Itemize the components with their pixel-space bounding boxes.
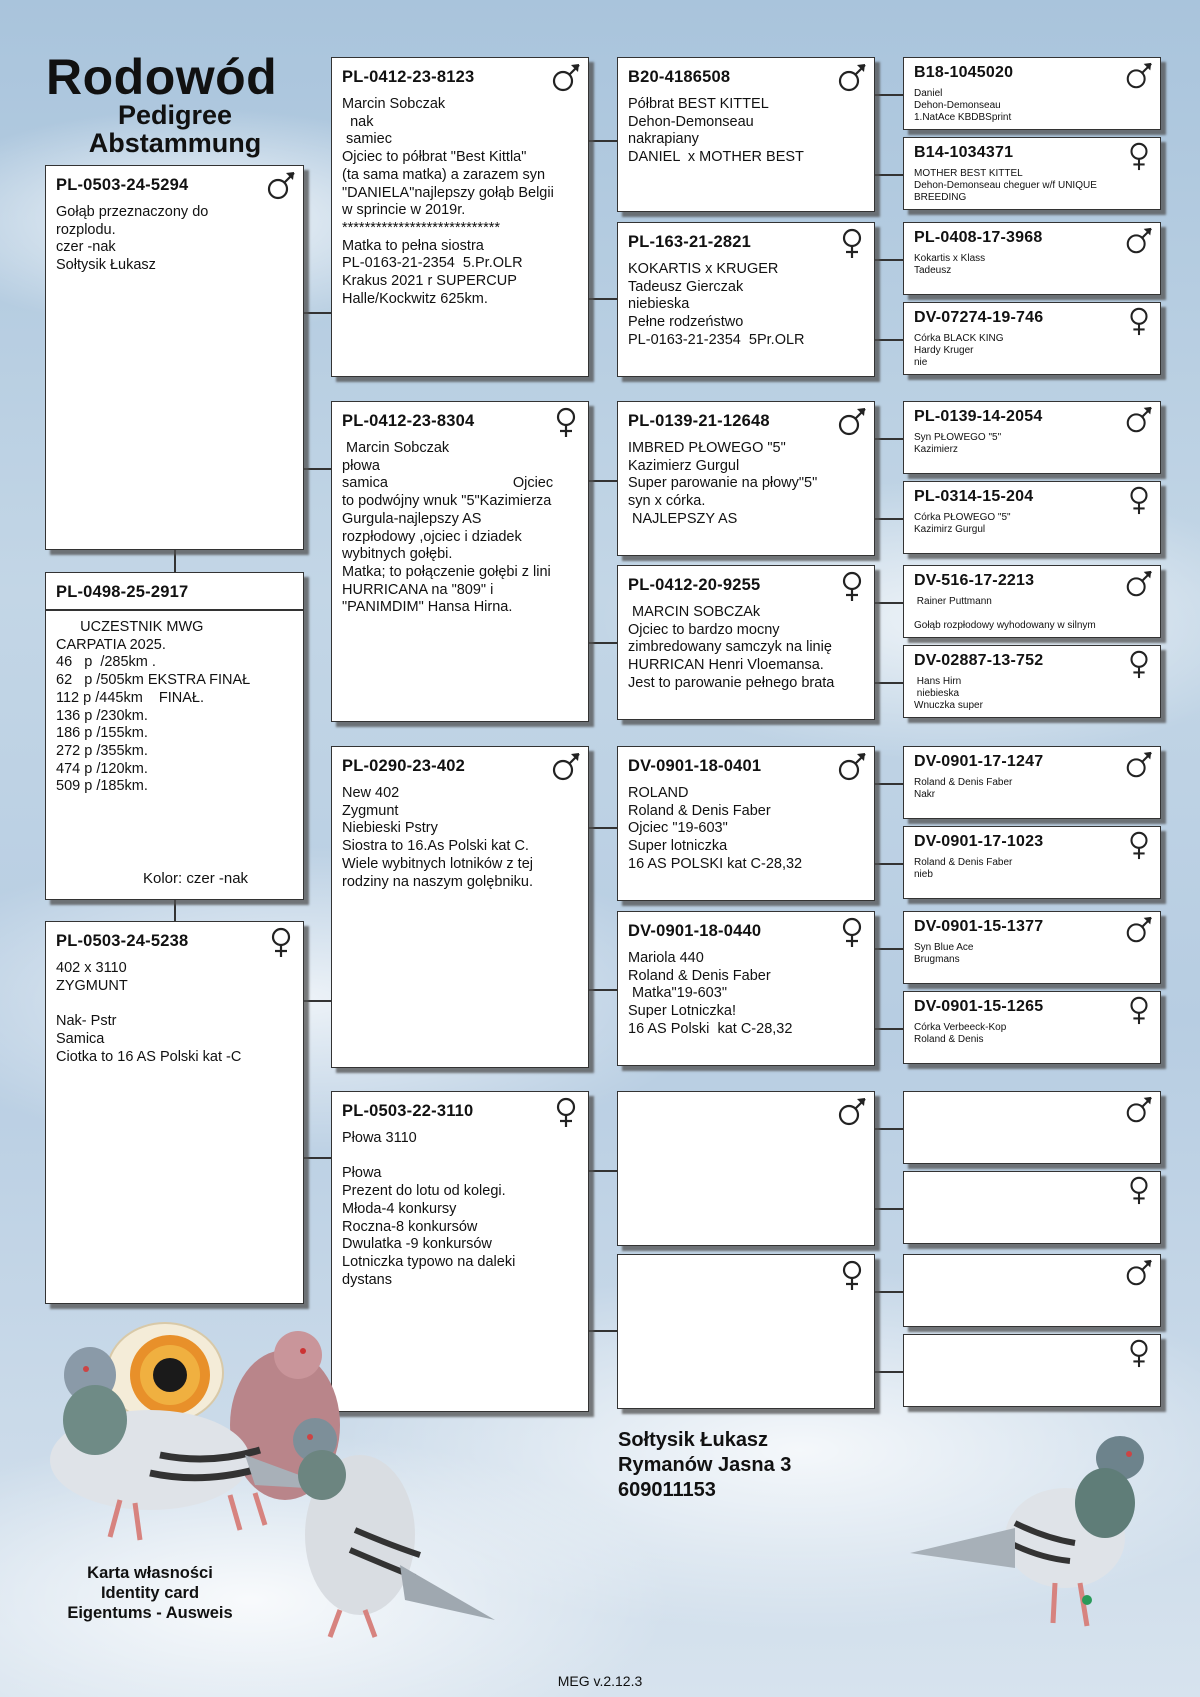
great-grandparent-card[interactable]	[903, 222, 1161, 295]
connector-line	[874, 174, 904, 176]
connector-line	[874, 1208, 904, 1210]
identity-card-de: Eigentums - Ausweis	[67, 1604, 233, 1622]
main-bird-ring: PL-0503-24-5294	[56, 176, 189, 194]
ring-number: DV-0901-18-0440	[628, 922, 762, 940]
bird-notes: IMBRED PŁOWEGO "5" Kazimierz Gurgul Super parowanie na płowy"5" syn x córka. NAJLEPSZY AS	[628, 440, 818, 527]
bird-notes: Hans Hirn niebieska Wnuczka super	[914, 676, 983, 711]
great-grandparent-card[interactable]	[903, 302, 1161, 375]
pigeon-standing-illustration	[280, 1405, 500, 1645]
pigeon-right-illustration	[905, 1428, 1165, 1648]
grandparent-card[interactable]	[617, 222, 875, 377]
connector-line	[874, 783, 904, 785]
mate-parent-card-sire[interactable]	[331, 746, 589, 1068]
female-symbol-icon	[1124, 485, 1154, 515]
male-symbol-icon	[550, 751, 582, 783]
ring-number: DV-0901-18-0401	[628, 757, 762, 775]
male-symbol-icon	[1124, 1258, 1154, 1288]
connector-line	[303, 312, 332, 314]
ring-number: PL-0412-20-9255	[628, 576, 761, 594]
main-bird-notes: Gołąb przeznaczony do rozplodu. czer -nak Sołtysik Łukasz	[56, 204, 209, 274]
female-symbol-icon	[265, 926, 297, 958]
bird-notes: Marcin Sobczak nak samiec Ojciec to półbrat "Best Kittla" (ta sama matka) a zarazem syn "DANIELA"najlepszy gołąb Belgii w sprincie w 2019r. **************************** Matka to pełna siostra PL-0163-21-2354 5.Pr.OLR Krakus 2021 r SUPERCUP Halle/Kockwitz 625km.	[342, 96, 554, 307]
bird-notes: Roland & Denis Faber Nakr	[914, 777, 1013, 800]
great-grandparent-card[interactable]	[903, 911, 1161, 984]
connector-line	[588, 1330, 618, 1332]
male-symbol-icon	[836, 751, 868, 783]
male-symbol-icon	[836, 406, 868, 438]
connector-line	[174, 898, 176, 923]
great-grandparent-card[interactable]	[903, 991, 1161, 1064]
bird-notes: KOKARTIS x KRUGER Tadeusz Gierczak niebieska Pełne rodzeństwo PL-0163-21-2354 5Pr.OLR	[628, 261, 805, 348]
bird-notes: Roland & Denis Faber nieb	[914, 857, 1013, 880]
great-grandparent-card[interactable]	[903, 481, 1161, 554]
version-label: MEG v.2.12.3	[557, 1673, 643, 1689]
page-title: Rodowód	[46, 49, 278, 105]
ring-number: DV-0901-15-1265	[914, 998, 1044, 1015]
bird-notes: Córka Verbeeck-Kop Roland & Denis	[914, 1022, 1007, 1045]
connector-line	[174, 548, 176, 574]
great-grandparent-card[interactable]	[903, 826, 1161, 899]
connector-line	[303, 1157, 332, 1159]
grandparent-card[interactable]	[617, 1254, 875, 1409]
bird-notes: Daniel Dehon-Demonseau 1.NatAce KBDBSprint	[914, 88, 1012, 123]
ring-number: B18-1045020	[914, 64, 1014, 81]
bird-notes: MOTHER BEST KITTEL Dehon-Demonseau cheguer w/f UNIQUE BREEDING	[914, 168, 1097, 203]
sibling-color: Kolor: czer -nak	[143, 870, 249, 887]
ring-number: PL-0412-23-8123	[342, 68, 475, 86]
female-symbol-icon	[836, 227, 868, 259]
connector-line	[874, 259, 904, 261]
bird-notes: ROLAND Roland & Denis Faber Ojciec "19-603" Super lotniczka 16 AS POLSKI kat C-28,32	[628, 785, 803, 872]
grandparent-card[interactable]	[617, 746, 875, 901]
connector-line	[874, 602, 904, 604]
great-grandparent-card[interactable]	[903, 645, 1161, 718]
connector-line	[874, 339, 904, 341]
parent-card-dam[interactable]	[331, 401, 589, 722]
ring-number: B20-4186508	[628, 68, 731, 86]
great-grandparent-card[interactable]	[903, 1091, 1161, 1164]
ring-number: PL-0408-17-3968	[914, 229, 1043, 246]
bird-notes: New 402 Zygmunt Niebieski Pstry Siostra to 16.As Polski kat C. Wiele wybitnych lotników z tej rodziny na naszym golębniku.	[342, 785, 534, 890]
connector-line	[588, 140, 618, 142]
bird-notes: Syn PŁOWEGO "5" Kazimierz	[914, 432, 1002, 455]
female-symbol-icon	[550, 1096, 582, 1128]
ring-number: B14-1034371	[914, 144, 1014, 161]
connector-line	[303, 468, 332, 470]
bird-notes: Rainer Puttmann Gołąb rozpłodowy wyhodowany w silnym	[914, 596, 1096, 631]
connector-line	[303, 1000, 332, 1002]
connector-line	[588, 642, 618, 644]
female-symbol-icon	[836, 916, 868, 948]
female-symbol-icon	[1124, 141, 1154, 171]
female-symbol-icon	[1124, 995, 1154, 1025]
owner-address: Rymanów Jasna 3	[618, 1454, 792, 1476]
ring-number: PL-163-21-2821	[628, 233, 751, 251]
ring-number: DV-0901-17-1247	[914, 753, 1044, 770]
grandparent-card[interactable]	[617, 1091, 875, 1246]
page-subtitle-en: Pedigree	[117, 100, 233, 130]
identity-card-en: Identity card	[100, 1584, 200, 1602]
bird-notes: Półbrat BEST KITTEL Dehon-Demonseau nakrapiany DANIEL x MOTHER BEST	[628, 96, 804, 166]
owner-name: Sołtysik Łukasz	[618, 1429, 769, 1451]
female-symbol-icon	[836, 570, 868, 602]
female-symbol-icon	[1124, 649, 1154, 679]
connector-line	[588, 298, 618, 300]
male-symbol-icon	[1124, 61, 1154, 91]
great-grandparent-card[interactable]	[903, 57, 1161, 130]
great-grandparent-card[interactable]	[903, 1254, 1161, 1327]
sibling-notes: UCZESTNIK MWG CARPATIA 2025. 46 p /285km . 62 p /505km EKSTRA FINAŁ 112 p /445km FINAŁ. 136 p /230km. 186 p /155km. 272 p /355km. 474 p /120km. 509 p /185km.	[56, 619, 251, 795]
main-bird-card[interactable]	[45, 165, 304, 550]
ring-number: DV-516-17-2213	[914, 572, 1035, 589]
connector-line	[874, 1371, 904, 1373]
bird-notes: Płowa 3110 Płowa Prezent do lotu od kolegi. Młoda-4 konkursy Roczna-8 konkursów Dwulatka -9 konkursów Lotniczka typowo na daleki dystans	[342, 1130, 516, 1288]
connector-line	[874, 682, 904, 684]
ring-number: PL-0412-23-8304	[342, 412, 475, 430]
great-grandparent-card[interactable]	[903, 1334, 1161, 1407]
grandparent-card[interactable]	[617, 401, 875, 556]
connector-line	[874, 863, 904, 865]
owner-phone: 609011153	[618, 1479, 716, 1501]
male-symbol-icon	[836, 62, 868, 94]
male-symbol-icon	[1124, 405, 1154, 435]
male-symbol-icon	[1124, 226, 1154, 256]
bird-notes: Córka PŁOWEGO "5" Kazimirz Gurgul	[914, 512, 1011, 535]
connector-line	[588, 989, 618, 991]
mate-ring: PL-0503-24-5238	[56, 932, 189, 950]
ring-number: PL-0290-23-402	[342, 757, 465, 775]
connector-line	[874, 1128, 904, 1130]
bird-notes: Mariola 440 Roland & Denis Faber Matka"19-603" Super Lotniczka! 16 AS Polski kat C-28,32	[628, 950, 793, 1037]
sibling-card[interactable]	[45, 572, 304, 900]
ring-number: PL-0139-21-12648	[628, 412, 770, 430]
connector-line	[588, 827, 618, 829]
great-grandparent-card[interactable]	[903, 137, 1161, 210]
bird-notes: Marcin Sobczak płowa samica Ojciec to podwójny wnuk "5"Kazimierza Gurgula-najlepszy AS rozpłodowy ,ojciec i dziadek wybitnych gołębi. Matka; to połączenie gołębi z lini HURRICANA na "809" i "PANIMDIM" Hansa Hirna.	[342, 440, 554, 616]
bird-notes: Córka BLACK KING Hardy Kruger nie	[914, 333, 1004, 368]
page-subtitle-de: Abstammung	[88, 128, 262, 158]
grandparent-card[interactable]	[617, 565, 875, 720]
great-grandparent-card[interactable]	[903, 401, 1161, 474]
sibling-ring: PL-0498-25-2917	[56, 583, 189, 601]
mate-notes: 402 x 3110 ZYGMUNT Nak- Pstr Samica Ciotka to 16 AS Polski kat -C	[56, 960, 242, 1065]
connector-line	[588, 480, 618, 482]
great-grandparent-card[interactable]	[903, 565, 1161, 638]
ring-number: PL-0314-15-204	[914, 488, 1034, 505]
ring-number: DV-0901-17-1023	[914, 833, 1044, 850]
connector-line	[874, 438, 904, 440]
great-grandparent-card[interactable]	[903, 1171, 1161, 1244]
connector-line	[874, 94, 904, 96]
bird-notes: MARCIN SOBCZAk Ojciec to bardzo mocny zimbredowany samczyk na linię HURRICAN Henri Vloemansa. Jest to parowanie pełnego brata	[628, 604, 835, 691]
connector-line	[588, 1170, 618, 1172]
male-symbol-icon	[265, 170, 297, 202]
parent-card-sire[interactable]	[331, 57, 589, 377]
mate-parent-card-dam[interactable]	[331, 1091, 589, 1412]
ring-number: DV-0901-15-1377	[914, 918, 1044, 935]
female-symbol-icon	[1124, 306, 1154, 336]
male-symbol-icon	[1124, 750, 1154, 780]
ring-number: DV-02887-13-752	[914, 652, 1044, 669]
ring-number: DV-07274-19-746	[914, 309, 1044, 326]
connector-line	[874, 948, 904, 950]
ring-number: PL-0139-14-2054	[914, 408, 1043, 425]
mate-card[interactable]	[45, 921, 304, 1304]
female-symbol-icon	[1124, 830, 1154, 860]
grandparent-card[interactable]	[617, 57, 875, 212]
female-symbol-icon	[836, 1259, 868, 1291]
male-symbol-icon	[836, 1096, 868, 1128]
identity-card-pl: Karta własności	[87, 1564, 213, 1582]
connector-line	[874, 1028, 904, 1030]
connector-line	[874, 518, 904, 520]
bird-notes: Kokartis x Klass Tadeusz	[914, 253, 986, 276]
female-symbol-icon	[550, 406, 582, 438]
sibling-divider	[46, 609, 303, 611]
female-symbol-icon	[1124, 1175, 1154, 1205]
male-symbol-icon	[1124, 569, 1154, 599]
male-symbol-icon	[1124, 1095, 1154, 1125]
grandparent-card[interactable]	[617, 911, 875, 1066]
bird-notes: Syn Blue Ace Brugmans	[914, 942, 974, 965]
ring-number: PL-0503-22-3110	[342, 1102, 474, 1120]
great-grandparent-card[interactable]	[903, 746, 1161, 819]
connector-line	[874, 1291, 904, 1293]
male-symbol-icon	[1124, 915, 1154, 945]
female-symbol-icon	[1124, 1338, 1154, 1368]
male-symbol-icon	[550, 62, 582, 94]
